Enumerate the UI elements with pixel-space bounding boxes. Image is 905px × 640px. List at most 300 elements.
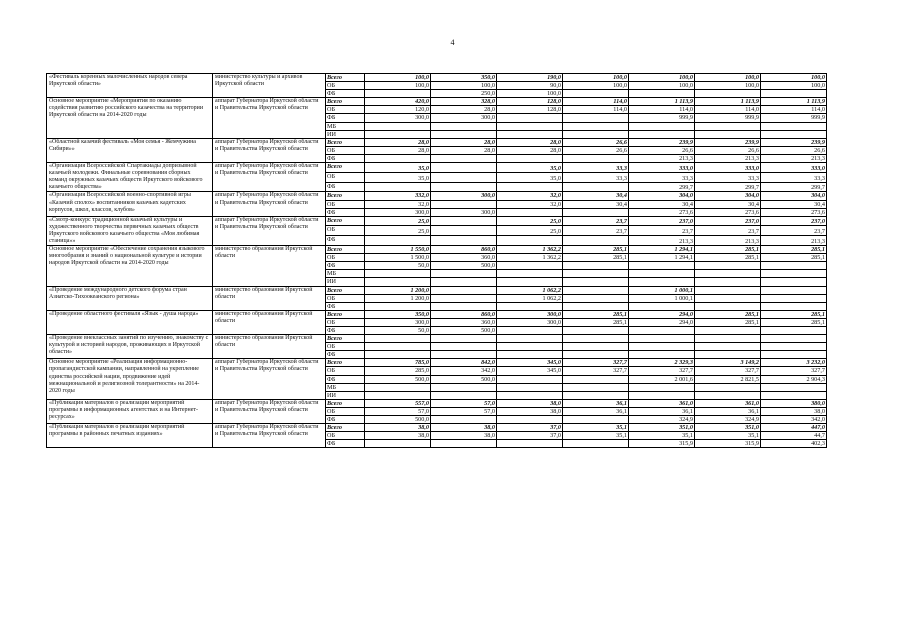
amount-cell: 860,0: [431, 246, 497, 254]
table-row: [47, 98, 827, 106]
amount-cell: 315,9: [629, 440, 695, 448]
amount-cell: [563, 383, 629, 391]
amount-cell: 1 294,1: [629, 246, 695, 254]
amount-cell: 500,0: [365, 375, 431, 383]
amount-cell: 299,7: [695, 182, 761, 192]
amount-cell: 28,0: [431, 106, 497, 114]
amount-cell: [695, 270, 761, 278]
amount-cell: 999,9: [695, 114, 761, 122]
amount-cell: 342,0: [431, 367, 497, 375]
amount-cell: [497, 114, 563, 122]
funding-source: ФБ: [326, 90, 365, 98]
amount-cell: [761, 130, 827, 138]
amount-cell: 999,9: [761, 114, 827, 122]
executor-cell: аппарат Губернатора Иркутской области и Правительства Иркутской области: [213, 138, 326, 162]
amount-cell: [431, 343, 497, 351]
amount-cell: [563, 278, 629, 286]
amount-cell: 213,3: [695, 236, 761, 246]
amount-cell: 351,0: [629, 424, 695, 432]
funding-source: ОБ: [326, 82, 365, 90]
activity-title: Основное мероприятие «Обеспечение сохранения языкового многообразия и знаний о национальной культуре и истории народов Иркутской области на 2014-2020 годы: [47, 246, 213, 286]
amount-cell: 128,0: [497, 98, 563, 106]
amount-cell: [761, 335, 827, 343]
amount-cell: [431, 440, 497, 448]
activity-title: Основное мероприятие «Мероприятия по оказанию содействия развитию российского казачества на территории Иркутской области на 2014-2020 годы: [47, 98, 213, 138]
amount-cell: 1 000,1: [629, 286, 695, 294]
amount-cell: [629, 122, 695, 130]
amount-cell: [497, 262, 563, 270]
amount-cell: 300,0: [431, 192, 497, 200]
amount-cell: 1 550,0: [365, 246, 431, 254]
amount-cell: [365, 335, 431, 343]
amount-cell: 33,3: [761, 172, 827, 182]
amount-cell: [431, 200, 497, 208]
amount-cell: [629, 351, 695, 359]
amount-cell: 23,7: [629, 226, 695, 236]
amount-cell: [431, 236, 497, 246]
amount-cell: [563, 182, 629, 192]
amount-cell: [563, 236, 629, 246]
amount-cell: 1 200,0: [365, 294, 431, 302]
amount-cell: 190,0: [497, 74, 563, 82]
page-number: 4: [450, 38, 455, 47]
amount-cell: [431, 154, 497, 162]
amount-cell: 860,0: [431, 310, 497, 318]
amount-cell: 300,0: [431, 114, 497, 122]
amount-cell: [365, 130, 431, 138]
amount-cell: 1 000,1: [629, 294, 695, 302]
amount-cell: [431, 216, 497, 226]
amount-cell: 35,0: [365, 172, 431, 182]
amount-cell: 36,1: [563, 407, 629, 415]
amount-cell: [365, 182, 431, 192]
amount-cell: [563, 440, 629, 448]
funding-source: Всего: [326, 216, 365, 226]
amount-cell: [365, 302, 431, 310]
amount-cell: 1 362,2: [497, 246, 563, 254]
amount-cell: 361,0: [629, 399, 695, 407]
amount-cell: 273,6: [695, 208, 761, 216]
amount-cell: 294,0: [629, 318, 695, 326]
amount-cell: 332,0: [365, 192, 431, 200]
amount-cell: [629, 302, 695, 310]
amount-cell: 2 329,3: [629, 359, 695, 367]
amount-cell: [695, 294, 761, 302]
funding-source: ОБ: [326, 106, 365, 114]
amount-cell: 114,0: [563, 98, 629, 106]
amount-cell: [761, 278, 827, 286]
amount-cell: [365, 391, 431, 399]
executor-cell: аппарат Губернатора Иркутской области и Правительства Иркутской области: [213, 424, 326, 448]
amount-cell: [497, 236, 563, 246]
amount-cell: [365, 122, 431, 130]
amount-cell: 37,0: [497, 424, 563, 432]
amount-cell: 114,0: [695, 106, 761, 114]
amount-cell: 35,0: [365, 163, 431, 173]
amount-cell: 33,3: [563, 172, 629, 182]
amount-cell: 30,4: [761, 200, 827, 208]
activity-title: «Организация Всероссийской военно-спортивной игры «Казачий сполох» воспитанников казачьих кадетских корпусов, школ, классов, клубов»: [47, 192, 213, 216]
funding-source: ФБ: [326, 302, 365, 310]
funding-source: ОБ: [326, 294, 365, 302]
amount-cell: [695, 383, 761, 391]
funding-source: ОБ: [326, 200, 365, 208]
amount-cell: 26,6: [761, 146, 827, 154]
amount-cell: 28,0: [365, 146, 431, 154]
amount-cell: 26,6: [629, 146, 695, 154]
funding-source: ОБ: [326, 367, 365, 375]
funding-source: МБ: [326, 383, 365, 391]
funding-source: Всего: [326, 138, 365, 146]
amount-cell: 380,0: [761, 399, 827, 407]
amount-cell: [431, 130, 497, 138]
amount-cell: [761, 327, 827, 335]
amount-cell: [695, 391, 761, 399]
amount-cell: [695, 302, 761, 310]
amount-cell: 285,1: [761, 310, 827, 318]
executor-cell: аппарат Губернатора Иркутской области и Правительства Иркутской области: [213, 98, 326, 138]
amount-cell: 300,0: [365, 114, 431, 122]
amount-cell: 26,6: [695, 146, 761, 154]
amount-cell: [695, 327, 761, 335]
amount-cell: 324,9: [695, 416, 761, 424]
amount-cell: 327,7: [629, 367, 695, 375]
amount-cell: [563, 122, 629, 130]
amount-cell: [365, 154, 431, 162]
amount-cell: 100,0: [563, 82, 629, 90]
amount-cell: 304,0: [695, 192, 761, 200]
amount-cell: 44,7: [761, 432, 827, 440]
amount-cell: 785,0: [365, 359, 431, 367]
amount-cell: 36,1: [563, 399, 629, 407]
amount-cell: 30,4: [629, 200, 695, 208]
activity-title: «Публикация материалов о реализации мероприятий программы в районных печатных изданиях»: [47, 424, 213, 448]
amount-cell: [497, 351, 563, 359]
amount-cell: 999,9: [629, 114, 695, 122]
amount-cell: [431, 391, 497, 399]
amount-cell: 294,0: [629, 310, 695, 318]
funding-source: МБ: [326, 270, 365, 278]
amount-cell: 250,0: [431, 90, 497, 98]
amount-cell: [629, 278, 695, 286]
amount-cell: 25,0: [497, 226, 563, 236]
amount-cell: 500,0: [431, 375, 497, 383]
funding-source: ОБ: [326, 318, 365, 326]
amount-cell: [365, 351, 431, 359]
amount-cell: 35,1: [563, 424, 629, 432]
amount-cell: [563, 375, 629, 383]
amount-cell: 57,0: [431, 407, 497, 415]
amount-cell: 285,1: [563, 254, 629, 262]
amount-cell: 25,0: [365, 226, 431, 236]
amount-cell: 100,0: [497, 90, 563, 98]
amount-cell: [629, 327, 695, 335]
amount-cell: [629, 391, 695, 399]
amount-cell: 30,4: [695, 200, 761, 208]
amount-cell: 36,1: [695, 407, 761, 415]
funding-source: ФБ: [326, 416, 365, 424]
activity-title: «Фестиваль коренных малочисленных народов севера Иркутской области»: [47, 74, 213, 98]
amount-cell: [629, 270, 695, 278]
funding-source: Всего: [326, 246, 365, 254]
amount-cell: [431, 416, 497, 424]
amount-cell: 38,0: [365, 424, 431, 432]
amount-cell: [497, 208, 563, 216]
amount-cell: 360,0: [431, 254, 497, 262]
amount-cell: 35,1: [563, 432, 629, 440]
activity-title: «Областной казачий фестиваль «Моя семья - Жемчужина Сибири»»: [47, 138, 213, 162]
amount-cell: [563, 154, 629, 162]
amount-cell: [431, 351, 497, 359]
amount-cell: [431, 302, 497, 310]
funding-source: ОБ: [326, 254, 365, 262]
amount-cell: 420,0: [365, 98, 431, 106]
executor-cell: аппарат Губернатора Иркутской области и Правительства Иркутской области: [213, 359, 326, 399]
amount-cell: [563, 351, 629, 359]
amount-cell: 33,3: [629, 172, 695, 182]
activity-title: Основное мероприятие «Реализация информационно-пропагандистской кампании, направленной на укрепление единства российской нации, продвижение идей межнациональной и религиозной толерантности» на 2014-2020 годы: [47, 359, 213, 399]
amount-cell: 300,0: [365, 318, 431, 326]
amount-cell: 447,0: [761, 424, 827, 432]
amount-cell: [497, 375, 563, 383]
amount-cell: 1 062,2: [497, 286, 563, 294]
funding-source: ИИ: [326, 391, 365, 399]
amount-cell: 350,0: [365, 310, 431, 318]
amount-cell: 237,0: [761, 216, 827, 226]
amount-cell: 300,0: [431, 208, 497, 216]
amount-cell: 114,0: [629, 106, 695, 114]
amount-cell: [431, 182, 497, 192]
amount-cell: 213,3: [761, 154, 827, 162]
funding-source: ИИ: [326, 278, 365, 286]
funding-source: ФБ: [326, 351, 365, 359]
amount-cell: 333,0: [695, 163, 761, 173]
amount-cell: 90,0: [497, 82, 563, 90]
amount-cell: 100,0: [365, 74, 431, 82]
amount-cell: 50,0: [365, 327, 431, 335]
funding-source: Всего: [326, 286, 365, 294]
funding-source: ФБ: [326, 262, 365, 270]
amount-cell: [695, 286, 761, 294]
amount-cell: 304,0: [761, 192, 827, 200]
amount-cell: [497, 154, 563, 162]
activity-title: «Смотр-конкурс традиционной казачьей культуры и художественного творчества первичных казачьих обществ Иркутского войскового казачьего общества «Моя любимая станица»»: [47, 216, 213, 245]
amount-cell: [563, 286, 629, 294]
amount-cell: [497, 122, 563, 130]
amount-cell: 100,0: [365, 82, 431, 90]
amount-cell: [497, 130, 563, 138]
amount-cell: [563, 270, 629, 278]
amount-cell: [431, 172, 497, 182]
funding-source: ИИ: [326, 130, 365, 138]
activity-title: «Публикация материалов о реализации мероприятий программы в информационных агентствах и на Интернет-ресурсах»: [47, 399, 213, 423]
amount-cell: 350,0: [431, 74, 497, 82]
amount-cell: 402,3: [761, 440, 827, 448]
amount-cell: 1 113,9: [695, 98, 761, 106]
amount-cell: [563, 262, 629, 270]
amount-cell: [365, 278, 431, 286]
funding-source: ОБ: [326, 432, 365, 440]
amount-cell: 38,0: [431, 432, 497, 440]
amount-cell: 33,3: [695, 172, 761, 182]
amount-cell: 1 500,0: [365, 254, 431, 262]
funding-source: Всего: [326, 163, 365, 173]
amount-cell: [761, 270, 827, 278]
amount-cell: 26,6: [563, 146, 629, 154]
amount-cell: 1 294,1: [629, 254, 695, 262]
amount-cell: 285,1: [563, 310, 629, 318]
amount-cell: 38,0: [497, 399, 563, 407]
amount-cell: 50,0: [365, 262, 431, 270]
funding-source: Всего: [326, 359, 365, 367]
amount-cell: 342,0: [761, 416, 827, 424]
amount-cell: 114,0: [761, 106, 827, 114]
amount-cell: 2 001,6: [629, 375, 695, 383]
amount-cell: 285,1: [695, 246, 761, 254]
amount-cell: [563, 90, 629, 98]
amount-cell: [695, 278, 761, 286]
amount-cell: [761, 90, 827, 98]
amount-cell: 327,7: [761, 367, 827, 375]
amount-cell: 213,3: [695, 154, 761, 162]
funding-source: ФБ: [326, 208, 365, 216]
amount-cell: 327,7: [563, 359, 629, 367]
amount-cell: 327,7: [563, 367, 629, 375]
amount-cell: [431, 226, 497, 236]
amount-cell: 213,3: [629, 236, 695, 246]
amount-cell: 36,1: [629, 407, 695, 415]
amount-cell: 300,0: [497, 310, 563, 318]
amount-cell: 345,0: [497, 367, 563, 375]
amount-cell: 1 062,2: [497, 294, 563, 302]
amount-cell: [497, 270, 563, 278]
amount-cell: [629, 343, 695, 351]
amount-cell: [761, 302, 827, 310]
amount-cell: 285,1: [761, 318, 827, 326]
executor-cell: министерство образования Иркутской области: [213, 246, 326, 286]
amount-cell: [695, 122, 761, 130]
table-body: [47, 74, 827, 448]
amount-cell: [365, 90, 431, 98]
amount-cell: 285,0: [365, 367, 431, 375]
amount-cell: 23,7: [761, 226, 827, 236]
funding-source: Всего: [326, 98, 365, 106]
amount-cell: [695, 90, 761, 98]
amount-cell: 1 200,0: [365, 286, 431, 294]
table-row: [47, 246, 827, 254]
amount-cell: [563, 343, 629, 351]
amount-cell: [695, 262, 761, 270]
amount-cell: [431, 335, 497, 343]
funding-source: Всего: [326, 399, 365, 407]
amount-cell: 100,0: [629, 74, 695, 82]
amount-cell: 33,3: [563, 163, 629, 173]
amount-cell: 23,7: [695, 226, 761, 236]
funding-source: ОБ: [326, 172, 365, 182]
amount-cell: 285,1: [695, 254, 761, 262]
amount-cell: [695, 335, 761, 343]
amount-cell: [365, 343, 431, 351]
funding-source: ФБ: [326, 154, 365, 162]
amount-cell: [695, 130, 761, 138]
table-row: [47, 216, 827, 226]
activity-title: «Проведение внеклассных занятий по изучению, знакомству с культурой и историей народов, проживающих в Иркутской области»: [47, 335, 213, 359]
amount-cell: [431, 286, 497, 294]
amount-cell: [431, 270, 497, 278]
amount-cell: 120,0: [365, 106, 431, 114]
amount-cell: 557,0: [365, 399, 431, 407]
amount-cell: 285,1: [761, 254, 827, 262]
amount-cell: 333,0: [629, 163, 695, 173]
amount-cell: [563, 130, 629, 138]
amount-cell: [563, 302, 629, 310]
table-row: [47, 192, 827, 200]
amount-cell: 237,0: [629, 216, 695, 226]
amount-cell: [761, 351, 827, 359]
funding-source: ФБ: [326, 375, 365, 383]
amount-cell: 28,0: [431, 138, 497, 146]
amount-cell: 1 113,9: [761, 98, 827, 106]
amount-cell: 25,0: [497, 216, 563, 226]
amount-cell: 2 821,5: [695, 375, 761, 383]
amount-cell: [497, 416, 563, 424]
amount-cell: [431, 294, 497, 302]
amount-cell: 26,6: [563, 138, 629, 146]
amount-cell: [431, 278, 497, 286]
amount-cell: [365, 383, 431, 391]
executor-cell: аппарат Губернатора Иркутской области и Правительства Иркутской области: [213, 163, 326, 192]
amount-cell: 300,0: [365, 208, 431, 216]
amount-cell: 500,0: [365, 416, 431, 424]
amount-cell: 273,6: [629, 208, 695, 216]
amount-cell: [497, 391, 563, 399]
amount-cell: 300,0: [497, 318, 563, 326]
table-row: [47, 310, 827, 318]
funding-source: ОБ: [326, 226, 365, 236]
amount-cell: 333,0: [761, 163, 827, 173]
amount-cell: 28,0: [365, 138, 431, 146]
amount-cell: [563, 294, 629, 302]
amount-cell: [629, 262, 695, 270]
amount-cell: [563, 327, 629, 335]
funding-source: ФБ: [326, 236, 365, 246]
amount-cell: [365, 236, 431, 246]
amount-cell: [563, 114, 629, 122]
amount-cell: 100,0: [629, 82, 695, 90]
amount-cell: 35,0: [497, 172, 563, 182]
funding-source: ОБ: [326, 407, 365, 415]
amount-cell: 285,1: [695, 310, 761, 318]
funding-source: ФБ: [326, 182, 365, 192]
amount-cell: 100,0: [431, 82, 497, 90]
amount-cell: [761, 122, 827, 130]
amount-cell: [431, 163, 497, 173]
funding-source: Всего: [326, 424, 365, 432]
amount-cell: [629, 130, 695, 138]
amount-cell: [497, 327, 563, 335]
amount-cell: 361,0: [695, 399, 761, 407]
amount-cell: 28,0: [497, 138, 563, 146]
amount-cell: [629, 335, 695, 343]
table-row: [47, 359, 827, 367]
funding-source: Всего: [326, 310, 365, 318]
amount-cell: 38,0: [497, 407, 563, 415]
amount-cell: 285,1: [761, 246, 827, 254]
table-row: [47, 74, 827, 82]
amount-cell: 213,3: [629, 154, 695, 162]
amount-cell: [431, 383, 497, 391]
amount-cell: 25,0: [365, 216, 431, 226]
